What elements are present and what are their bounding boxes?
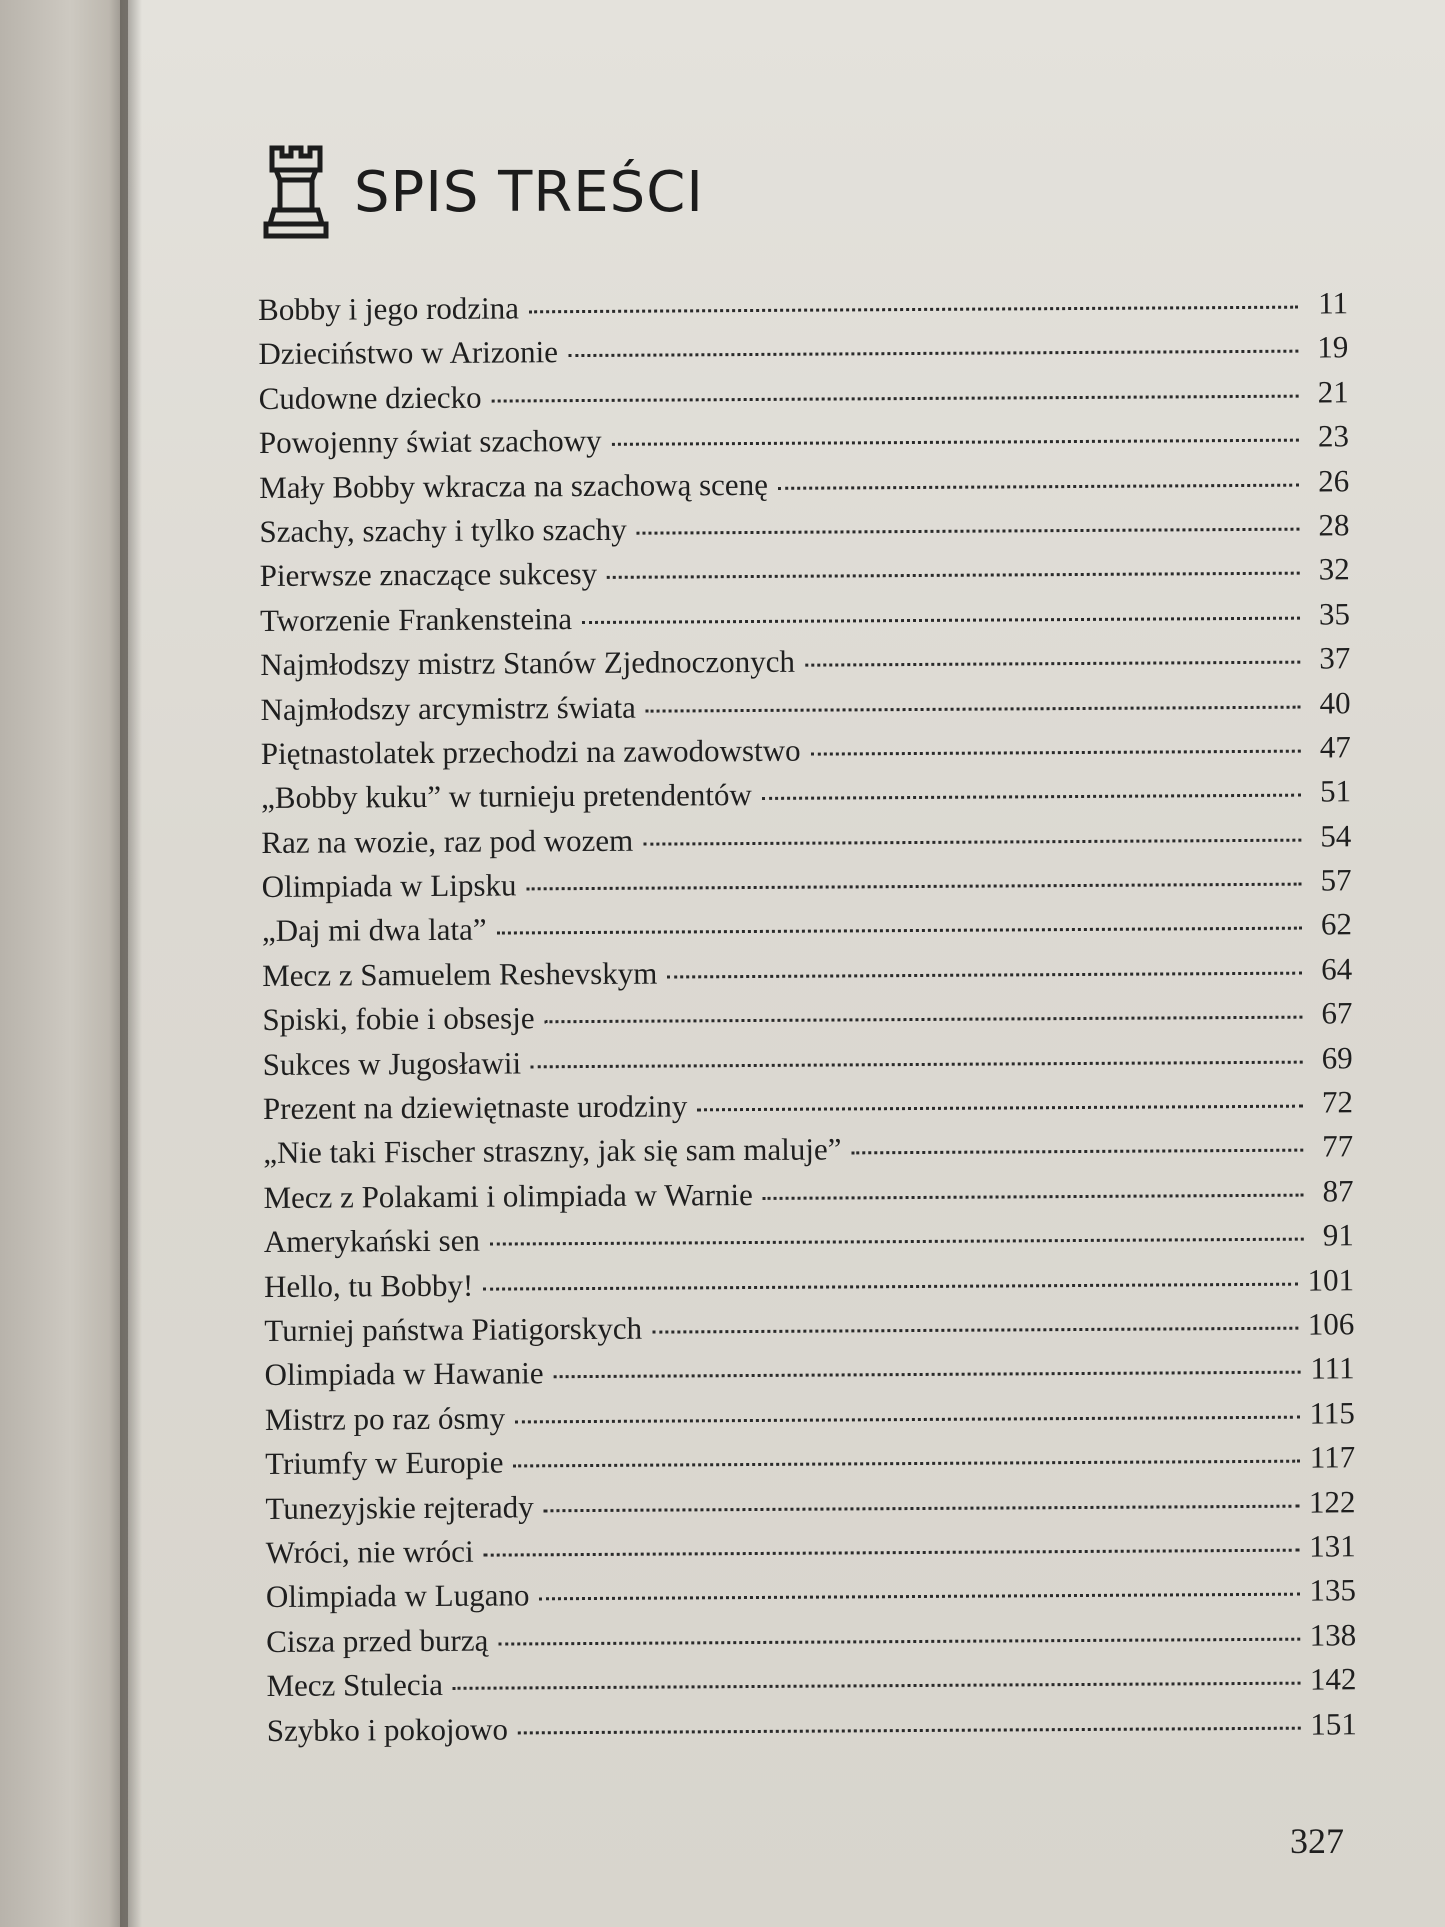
dot-leader <box>568 350 1298 357</box>
toc-entry-page: 57 <box>1320 862 1352 898</box>
toc-entry <box>265 1439 1355 1490</box>
toc-entry-page: 72 <box>1321 1084 1354 1120</box>
toc-entry-page: 32 <box>1318 551 1350 587</box>
toc-entry-title: Piętnastolatek przechodzi na zawodowstwo <box>260 732 801 771</box>
toc-entry <box>262 862 1352 913</box>
toc-entry-title: Mecz z Samuelem Reshevskym <box>262 955 658 993</box>
dot-leader <box>497 927 1302 935</box>
dot-leader <box>484 1549 1300 1557</box>
dot-leader <box>646 705 1301 712</box>
toc-entry <box>264 1306 1354 1357</box>
toc-entry-title: Mecz Stulecia <box>266 1667 444 1704</box>
dot-leader <box>492 394 1299 402</box>
toc-entry-title: Mały Bobby wkracza na szachową scenę <box>259 466 768 505</box>
dot-leader <box>643 838 1301 845</box>
toc-entry-title: Szybko i pokojowo <box>266 1711 509 1748</box>
toc-entry-title: Dzieciństwo w Arizonie <box>258 334 559 372</box>
toc-entry <box>264 1218 1354 1269</box>
dot-leader <box>805 661 1300 667</box>
toc-entry <box>266 1661 1356 1712</box>
toc-entry-page: 37 <box>1319 640 1351 676</box>
toc-entry-title: Cisza przed burzą <box>266 1622 489 1659</box>
toc-entry-page: 21 <box>1317 374 1349 410</box>
toc-entry-title: Powojenny świat szachowy <box>258 423 602 461</box>
toc-entry <box>267 1706 1357 1757</box>
toc-entry-title: Amerykański sen <box>263 1222 480 1260</box>
dot-leader <box>811 750 1301 756</box>
page-number: 327 <box>1290 1821 1344 1861</box>
toc-entry-page: 40 <box>1319 684 1351 721</box>
toc-entry-page: 138 <box>1309 1617 1357 1653</box>
toc-entry-page: 11 <box>1318 285 1349 321</box>
toc-entry-page: 28 <box>1318 507 1350 543</box>
toc-header <box>262 142 704 242</box>
toc-entry <box>261 774 1351 825</box>
toc-entry <box>263 1129 1353 1180</box>
toc-entry-title: Raz na wozie, raz pod wozem <box>261 822 634 860</box>
toc-entry-page: 151 <box>1310 1705 1357 1742</box>
toc-entry <box>265 1351 1355 1402</box>
toc-entry-title: Triumfy w Europie <box>265 1444 504 1482</box>
rook-icon <box>262 142 330 242</box>
dot-leader <box>582 616 1300 623</box>
toc-entry-page: 54 <box>1320 818 1352 854</box>
toc-entry-page: 106 <box>1307 1306 1355 1342</box>
toc-entry-page: 69 <box>1321 1039 1353 1076</box>
dot-leader <box>554 1371 1301 1379</box>
toc-entry <box>263 1173 1353 1224</box>
dot-leader <box>513 1460 1299 1468</box>
toc-entry-page: 91 <box>1322 1217 1354 1253</box>
dot-leader <box>453 1682 1300 1690</box>
toc-entry-title: Olimpiada w Lugano <box>265 1577 530 1615</box>
toc-entry-page: 131 <box>1309 1528 1356 1564</box>
toc-entry-title: Olimpiada w Hawanie <box>264 1355 544 1393</box>
toc-entry <box>259 374 1349 425</box>
dot-leader <box>518 1726 1300 1734</box>
dot-leader <box>539 1593 1299 1601</box>
toc-entry-title: „Bobby kuku” w turnieju pretendentów <box>260 777 752 816</box>
page-title: SPIS TREŚCI <box>354 159 704 225</box>
toc-entry <box>261 729 1351 780</box>
toc-entry <box>263 1084 1353 1135</box>
toc-entry-title: Najmłodszy mistrz Stanów Zjednoczonych <box>260 643 796 683</box>
toc-entry-title: Sukces w Jugosławii <box>262 1045 522 1082</box>
toc-entry-page: 35 <box>1318 596 1351 632</box>
previous-page-edge <box>0 0 128 1927</box>
toc-entry-page: 117 <box>1309 1439 1356 1475</box>
toc-entry-title: Tworzenie Frankensteina <box>259 600 573 638</box>
dot-leader <box>544 1504 1299 1512</box>
toc-entry <box>266 1528 1356 1579</box>
dot-leader <box>483 1282 1297 1290</box>
dot-leader <box>763 1193 1304 1199</box>
dot-leader <box>529 306 1298 314</box>
toc-entry <box>260 552 1350 603</box>
toc-entry-page: 135 <box>1309 1572 1357 1608</box>
toc-entry-title: Pierwsze znaczące sukcesy <box>259 556 598 594</box>
dot-leader <box>697 1105 1303 1112</box>
toc-entry <box>259 507 1349 558</box>
dot-leader <box>515 1415 1299 1423</box>
toc-entry-title: Prezent na dziewiętnaste urodziny <box>262 1088 688 1127</box>
toc-entry-page: 67 <box>1321 995 1353 1031</box>
toc-entry-title: Hello, tu Bobby! <box>263 1267 474 1304</box>
toc-entry <box>259 419 1349 470</box>
toc-entry-title: Spiski, fobie i obsesje <box>262 1000 535 1038</box>
dot-leader <box>667 971 1302 978</box>
toc-entry-page: 111 <box>1310 1350 1355 1386</box>
toc-entry-page: 142 <box>1309 1661 1357 1697</box>
toc-entry-title: Mecz z Polakami i olimpiada w Warnie <box>263 1176 753 1215</box>
dot-leader <box>612 439 1299 446</box>
toc-entry-title: „Nie taki Fischer straszny, jak się sam maluje” <box>263 1131 842 1171</box>
toc-entry <box>262 996 1352 1047</box>
toc-entry-page: 62 <box>1320 906 1352 942</box>
toc-entry-page: 122 <box>1308 1483 1356 1520</box>
toc-entry-page: 51 <box>1319 773 1352 809</box>
dot-leader <box>762 794 1301 800</box>
toc-entry <box>258 285 1348 336</box>
toc-entry-title: Tunezyjskie rejterady <box>265 1488 534 1526</box>
toc-entry-title: Bobby i jego rodzina <box>258 290 520 327</box>
dot-leader <box>637 528 1300 535</box>
toc-entry <box>262 907 1352 958</box>
toc-entry-page: 101 <box>1307 1261 1355 1298</box>
toc-entry-title: „Daj mi dwa lata” <box>261 912 487 949</box>
gutter-shadow <box>120 0 142 1927</box>
toc-entry <box>263 1040 1353 1091</box>
toc-entry <box>258 330 1348 381</box>
toc-entry <box>260 685 1350 736</box>
toc-entry-page: 87 <box>1322 1173 1354 1209</box>
toc-entry <box>261 818 1351 869</box>
toc-entry <box>260 640 1350 691</box>
dot-leader <box>851 1149 1303 1155</box>
dot-leader <box>545 1016 1303 1024</box>
dot-leader <box>607 572 1300 579</box>
toc-entry-page: 23 <box>1317 418 1350 454</box>
table-of-contents <box>258 285 1357 1757</box>
toc-entry-page: 47 <box>1319 729 1351 765</box>
toc-entry-title: Najmłodszy arcymistrz świata <box>260 689 636 727</box>
toc-entry-page: 77 <box>1322 1128 1354 1164</box>
toc-entry-page: 115 <box>1309 1395 1355 1431</box>
toc-entry-page: 26 <box>1318 462 1350 499</box>
toc-entry-title: Olimpiada w Lipsku <box>261 867 517 905</box>
toc-entry <box>262 951 1352 1002</box>
toc-entry <box>259 463 1349 514</box>
toc-entry <box>266 1617 1356 1668</box>
dot-leader <box>498 1637 1299 1645</box>
dot-leader <box>778 483 1299 489</box>
toc-entry <box>266 1573 1356 1624</box>
toc-entry-title: Cudowne dziecko <box>258 379 482 416</box>
toc-entry-title: Turniej państwa Piatigorskych <box>264 1310 643 1348</box>
toc-entry-title: Szachy, szachy i tylko szachy <box>259 511 627 549</box>
dot-leader <box>527 883 1302 891</box>
dot-leader <box>490 1238 1304 1246</box>
toc-entry-page: 64 <box>1321 951 1353 987</box>
toc-entry <box>265 1395 1355 1446</box>
toc-entry-title: Wróci, nie wróci <box>265 1533 474 1570</box>
dot-leader <box>531 1060 1303 1068</box>
toc-entry <box>260 596 1350 647</box>
toc-entry-page: 19 <box>1317 329 1349 365</box>
toc-entry <box>265 1484 1355 1535</box>
toc-entry <box>264 1262 1354 1313</box>
dot-leader <box>652 1327 1298 1334</box>
toc-entry-title: Mistrz po raz ósmy <box>264 1400 506 1437</box>
